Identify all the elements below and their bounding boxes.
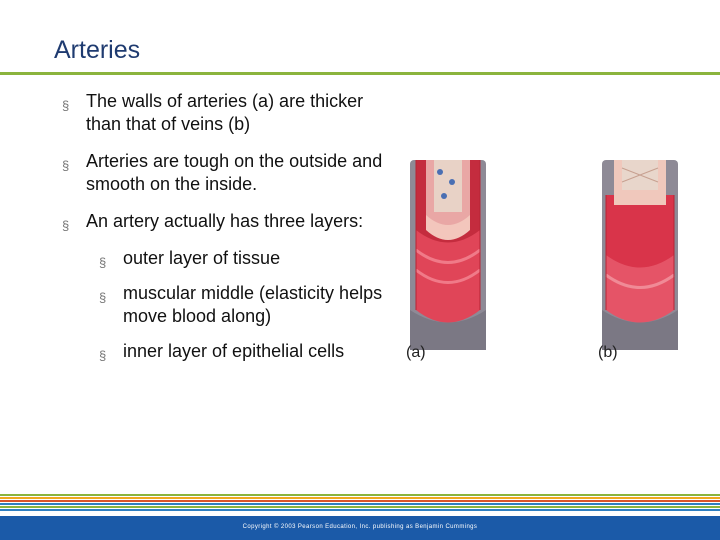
- artery-illustration: [408, 160, 488, 350]
- vein-illustration: [600, 160, 680, 350]
- label-artery: (a): [406, 344, 426, 361]
- bullet-marker-icon: §: [62, 158, 70, 173]
- bullet-text: The walls of arteries (a) are thicker than that of veins (b): [86, 91, 364, 134]
- bullet-item: [62, 90, 392, 136]
- bullet-marker-icon: §: [99, 348, 107, 363]
- title-divider: [0, 72, 720, 75]
- sub-bullet-item: [99, 282, 392, 328]
- bullet-text: outer layer of tissue: [123, 248, 281, 268]
- bullet-item: [62, 150, 392, 196]
- sub-bullet-item: [99, 247, 392, 270]
- bullet-text: Arteries are tough on the outside and smooth on the inside.: [86, 151, 383, 194]
- bullet-item: [62, 210, 392, 233]
- slide-title: Arteries: [54, 36, 141, 64]
- footer-stripes: [0, 494, 720, 512]
- bullet-text: An artery actually has three layers:: [86, 211, 364, 231]
- bullet-marker-icon: §: [99, 290, 107, 305]
- bullet-text: inner layer of epithelial cells: [123, 341, 345, 361]
- bullet-marker-icon: §: [62, 218, 70, 233]
- bullet-marker-icon: §: [99, 255, 107, 270]
- label-vein: (b): [598, 344, 618, 361]
- bullet-marker-icon: §: [62, 98, 70, 113]
- sub-bullet-item: [99, 340, 392, 363]
- copyright-text: Copyright © 2003 Pearson Education, Inc. publishing as Benjamin Cummings: [242, 524, 478, 530]
- bullet-list: [62, 90, 392, 375]
- bullet-text: muscular middle (elasticity helps move blood along): [123, 283, 383, 326]
